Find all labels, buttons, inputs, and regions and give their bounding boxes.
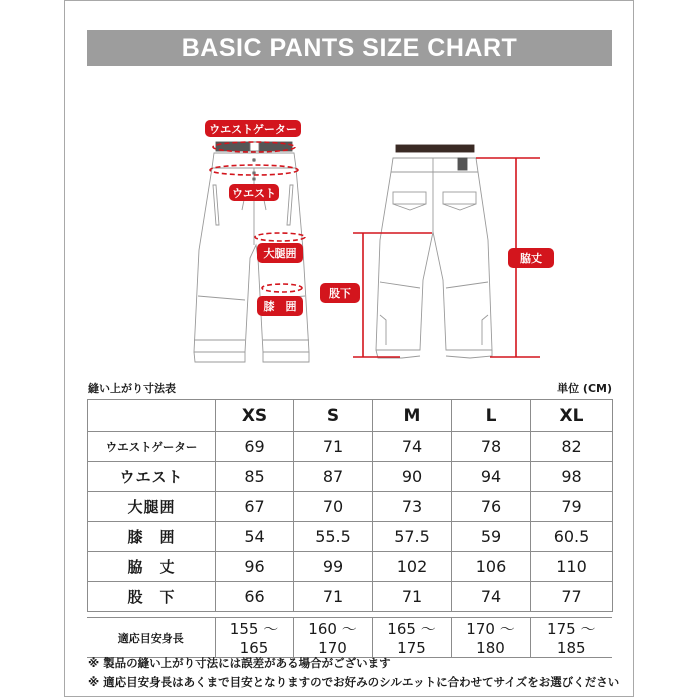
cell: 79 (531, 492, 613, 522)
cell: 67 (216, 492, 294, 522)
label-inseam: 股下 (320, 283, 360, 303)
height-cell: 160 ～ 170 (293, 618, 372, 658)
cell: 71 (294, 432, 373, 462)
row-label: 股 下 (88, 582, 216, 612)
header-l: L (452, 400, 531, 432)
cell: 98 (531, 462, 613, 492)
row-label: 大腿囲 (88, 492, 216, 522)
table-row (88, 462, 613, 492)
cell: 57.5 (373, 522, 452, 552)
cell: 99 (294, 552, 373, 582)
height-cell: 165 ～ 175 (372, 618, 451, 658)
cell: 74 (452, 582, 531, 612)
cell: 71 (294, 582, 373, 612)
notes (88, 654, 619, 692)
table-row (88, 432, 613, 462)
row-label: 脇 丈 (88, 552, 216, 582)
height-cell: 155 ～ 165 (215, 618, 293, 658)
height-table (87, 617, 612, 658)
note-2: ※ 適応目安身長はあくまで目安となりますのでお好みのシルエットに合わせてサイズをお選びください (88, 675, 620, 689)
cell: 94 (452, 462, 531, 492)
size-table (87, 399, 613, 612)
cell: 74 (373, 432, 452, 462)
cell: 55.5 (294, 522, 373, 552)
table-header-row (88, 400, 613, 432)
cell: 60.5 (531, 522, 613, 552)
back-pants-drawing (376, 145, 492, 358)
header-xs: XS (216, 400, 294, 432)
cell: 82 (531, 432, 613, 462)
cell: 70 (294, 492, 373, 522)
table-row (88, 492, 613, 522)
label-knee: 膝 囲 (257, 296, 303, 316)
label-waist-gaiter: ウエストゲーター (205, 120, 301, 137)
table-row (88, 582, 613, 612)
table-caption: 縫い上がり寸法表 (88, 382, 176, 395)
cell: 66 (216, 582, 294, 612)
cell: 69 (216, 432, 294, 462)
height-cell: 170 ～ 180 (451, 618, 530, 658)
cell: 77 (531, 582, 613, 612)
height-row-label: 適応目安身長 (87, 618, 215, 658)
table-row (88, 522, 613, 552)
label-outseam: 脇丈 (508, 248, 554, 268)
cell: 59 (452, 522, 531, 552)
cell: 54 (216, 522, 294, 552)
cell: 110 (531, 552, 613, 582)
row-label: ウエストゲーター (88, 432, 216, 462)
cell: 85 (216, 462, 294, 492)
cell: 71 (373, 582, 452, 612)
header-m: M (373, 400, 452, 432)
row-label: 膝 囲 (88, 522, 216, 552)
label-waist: ウエスト (229, 184, 279, 201)
cell: 96 (216, 552, 294, 582)
label-thigh: 大腿囲 (257, 243, 303, 263)
table-row (88, 552, 613, 582)
height-cell: 175 ～ 185 (530, 618, 612, 658)
page-title: BASIC PANTS SIZE CHART (87, 30, 612, 66)
header-s: S (294, 400, 373, 432)
row-label: ウエスト (88, 462, 216, 492)
cell: 90 (373, 462, 452, 492)
cell: 106 (452, 552, 531, 582)
cell: 87 (294, 462, 373, 492)
header-xl: XL (531, 400, 613, 432)
cell: 102 (373, 552, 452, 582)
header-empty-cell (88, 400, 216, 432)
cell: 76 (452, 492, 531, 522)
note-1: ※ 製品の縫い上がり寸法には誤差がある場合がございます (88, 656, 391, 670)
height-row (87, 618, 612, 658)
unit-label: 単位 (CM) (557, 382, 612, 395)
cell: 73 (373, 492, 452, 522)
cell: 78 (452, 432, 531, 462)
